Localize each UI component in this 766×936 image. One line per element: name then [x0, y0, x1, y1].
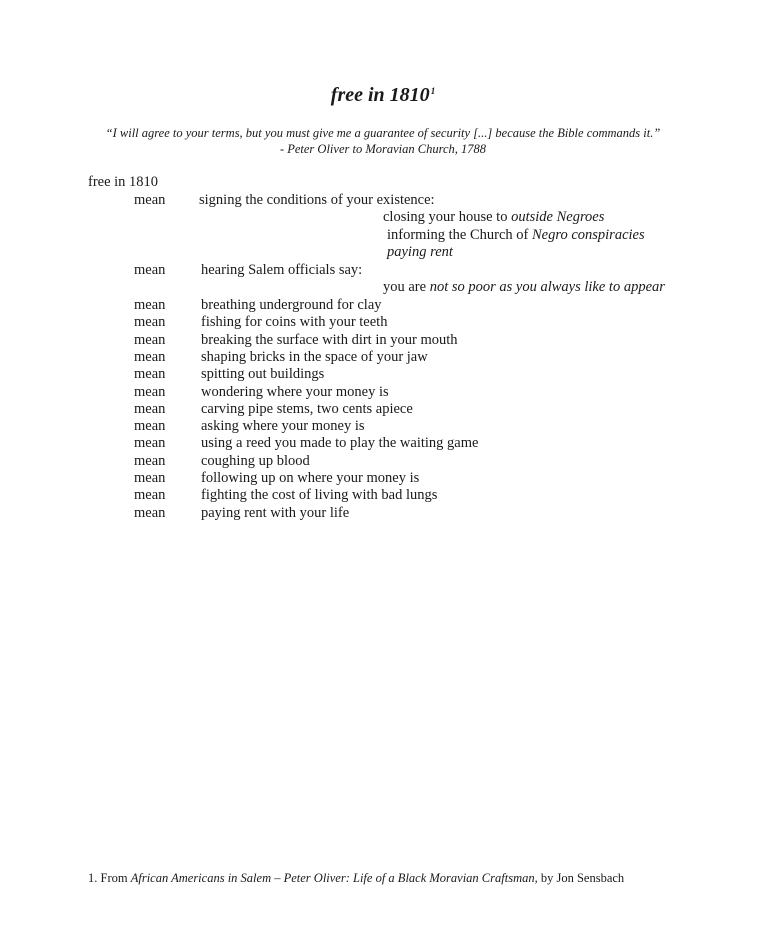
indented-line-italic: paying rent — [387, 244, 453, 260]
footnote-author: by Jon Sensbach — [537, 871, 625, 885]
mean-word: mean — [134, 418, 166, 435]
mean-word: mean — [134, 470, 166, 486]
poem-line: using a reed you made to play the waiting game — [201, 435, 479, 452]
poem-line: breathing underground for clay — [201, 297, 382, 313]
footnote-prefix: 1. From — [88, 871, 131, 885]
mean-word: mean — [134, 314, 166, 331]
poem-line: following up on where your money is — [201, 470, 420, 486]
indented-line-plain: closing your house to — [383, 209, 512, 225]
indented-line — [387, 244, 453, 261]
stanza-line: hearing Salem officials say: — [201, 262, 363, 278]
indented-line-plain: you are — [383, 279, 430, 295]
indented-line-italic: not so poor as you always like to appear — [429, 279, 665, 295]
mean-word: mean — [134, 348, 166, 365]
poem-opener: free in 1810 — [88, 174, 159, 190]
poem-line: shaping bricks in the space of your jaw — [201, 348, 428, 365]
mean-word: mean — [134, 504, 166, 521]
poem-line: breaking the surface with dirt in your mouth — [201, 331, 458, 348]
mean-word: mean — [134, 297, 166, 313]
footnote — [88, 871, 624, 886]
epigraph — [0, 125, 766, 157]
poem-line: fighting the cost of living with bad lungs — [201, 487, 438, 504]
poem-title-text: free in 1810 — [330, 84, 430, 106]
poem-line: asking where your money is — [201, 418, 365, 435]
poem-line: fishing for coins with your teeth — [201, 314, 388, 331]
mean-word: mean — [134, 383, 166, 400]
stanza-line: signing the conditions of your existence: — [199, 192, 435, 208]
indented-line-plain: informing the Church of — [387, 227, 532, 243]
mean-word: mean — [134, 192, 166, 208]
indented-line-italic: Negro conspiracies — [531, 227, 645, 243]
epigraph-quote: “I will agree to your terms, but you must give me a guarantee of security [...] because the Bible commands it.” — [105, 126, 661, 140]
poem-line: carving pipe stems, two cents apiece — [201, 400, 413, 417]
epigraph-attribution: - Peter Oliver to Moravian Church, 1788 — [279, 142, 487, 156]
indented-line-italic: outside Negroes — [511, 209, 605, 225]
poem-line: paying rent with your life — [201, 504, 350, 521]
poem-line: wondering where your money is — [201, 383, 389, 400]
indented-line — [383, 209, 604, 226]
mean-word: mean — [134, 400, 166, 417]
footnote-mark: 1 — [430, 86, 436, 96]
indented-line — [383, 279, 665, 296]
poem-line: spitting out buildings — [201, 366, 325, 383]
poem-title — [0, 84, 766, 107]
footnote-source: African Americans in Salem – Peter Oliver: Life of a Black Moravian Craftsman, — [130, 871, 538, 885]
mean-word: mean — [134, 366, 166, 383]
poem-line: coughing up blood — [201, 452, 310, 469]
mean-word: mean — [134, 452, 166, 469]
indented-line — [387, 227, 645, 244]
mean-word: mean — [134, 435, 166, 452]
mean-word: mean — [134, 331, 166, 348]
mean-word: mean — [134, 262, 166, 278]
mean-word: mean — [134, 487, 166, 504]
